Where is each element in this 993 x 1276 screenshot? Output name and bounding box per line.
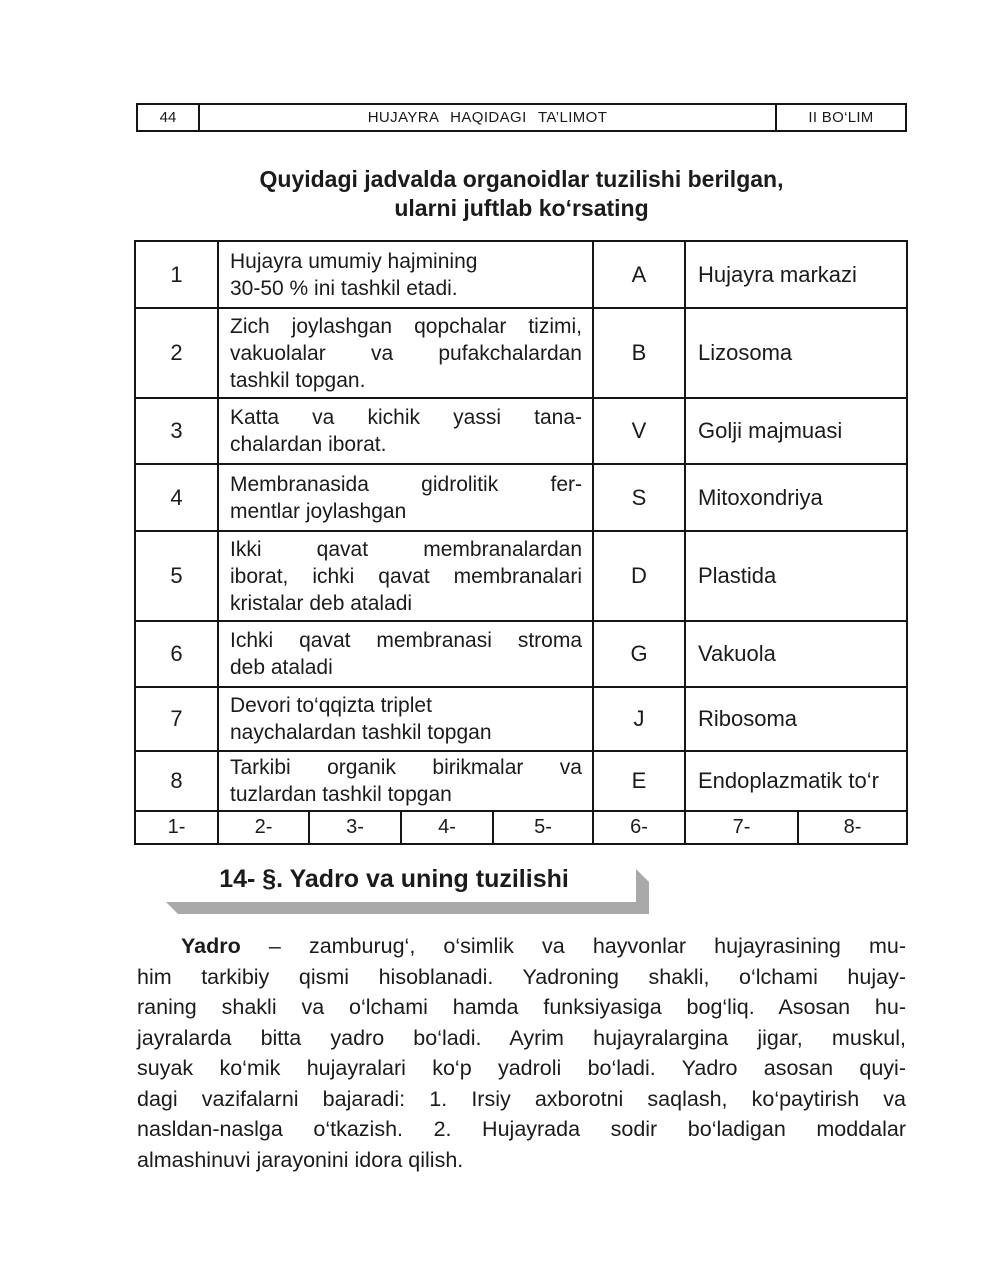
description-line: Tarkibi organik birikmalar va	[230, 756, 582, 779]
paragraph-line	[137, 931, 906, 962]
row-organelle: Hujayra markazi	[686, 242, 906, 307]
description-line: Ikki qavat membranalardan	[230, 537, 582, 561]
row-organelle: Vakuola	[686, 622, 906, 686]
paragraph-line: jayralarda bitta yadro bo‘ladi. Ayrim hujayralargina jigar, muskul,	[137, 1025, 906, 1050]
row-number: 8	[136, 752, 217, 810]
row-letter: B	[594, 309, 684, 397]
exercise-title-line1: Quyidagi jadvalda organoidlar tuzilishi berilgan,	[259, 166, 784, 192]
row-organelle: Plastida	[686, 532, 906, 620]
answer-cell: 3-	[310, 812, 400, 843]
running-header	[136, 103, 907, 132]
answer-cell: 6-	[594, 812, 684, 843]
row-number: 5	[136, 532, 217, 620]
row-number: 2	[136, 309, 217, 397]
paragraph-line-rest: – zamburug‘, o‘simlik va hayvonlar hujayrasining mu-	[240, 934, 906, 958]
description-line: mentlar joylashgan	[230, 499, 407, 523]
answer-cell: 8-	[799, 812, 906, 843]
answer-cell: 5-	[494, 812, 592, 843]
row-description	[219, 688, 592, 750]
description-line: kristalar deb ataladi	[230, 591, 413, 615]
paragraph-line: him tarkibiy qismi hisoblanadi. Yadroning shakli, o‘lchami hujay-	[137, 964, 906, 989]
row-letter: D	[594, 532, 684, 620]
description-line: Katta va kichik yassi tana-	[230, 406, 582, 429]
row-letter: G	[594, 622, 684, 686]
description-line: Devori to‘qqizta triplet	[230, 694, 432, 717]
row-number: 1	[136, 242, 217, 307]
row-number: 6	[136, 622, 217, 686]
paragraph-line: nasldan-naslga o‘tkazish. 2. Hujayrada sodir bo‘ladigan moddalar	[137, 1117, 906, 1141]
description-line: iborat, ichki qavat membranalari	[230, 564, 582, 588]
row-description	[219, 465, 592, 530]
row-description	[219, 532, 592, 620]
description-line: 30-50 % ini tashkil etadi.	[230, 276, 458, 300]
paragraph-line: dagi vazifalarni bajaradi: 1. Irsiy axborotni saqlash, ko‘paytirish va	[137, 1086, 906, 1111]
description-line: deb ataladi	[230, 656, 333, 679]
section-heading-banner	[152, 857, 636, 902]
row-letter: J	[594, 688, 684, 750]
paragraph-line: raning shakli va o‘lchami hamda funksiyasiga bog‘liq. Asosan hu-	[137, 995, 906, 1019]
description-line: vakuolalar va pufakchalardan	[230, 341, 582, 365]
exercise-title-line2: ularni juftlab ko‘rsating	[394, 195, 649, 221]
section-heading-label: 14- §. Yadro va uning tuzilishi	[219, 865, 569, 893]
page-number: 44	[138, 105, 198, 130]
description-line: naychalardan tashkil topgan	[230, 721, 492, 744]
answer-cell: 7-	[686, 812, 797, 843]
description-line: chalardan iborat.	[230, 433, 387, 456]
row-letter: E	[594, 752, 684, 810]
row-number: 7	[136, 688, 217, 750]
description-line: Ichki qavat membranasi stroma	[230, 629, 582, 652]
description-line: Hujayra umumiy hajmining	[230, 249, 478, 273]
row-description	[219, 309, 592, 397]
row-letter: S	[594, 465, 684, 530]
row-organelle: Lizosoma	[686, 309, 906, 397]
section-label: II BO‘LIM	[777, 105, 905, 130]
description-line: tashkil topgan.	[230, 368, 366, 392]
body-paragraph	[137, 931, 906, 1175]
row-description	[219, 622, 592, 686]
answer-cell: 1-	[136, 812, 217, 843]
description-line: Zich joylashgan qopchalar tizimi,	[230, 314, 582, 338]
paragraph-lead: Yadro	[181, 934, 241, 958]
row-organelle: Mitoxondriya	[686, 465, 906, 530]
row-organelle: Ribosoma	[686, 688, 906, 750]
row-organelle: Endoplazmatik to‘r	[686, 752, 906, 810]
answer-cell: 2-	[219, 812, 308, 843]
row-letter: V	[594, 399, 684, 463]
row-number: 4	[136, 465, 217, 530]
description-line: Membranasida gidrolitik fer-	[230, 472, 582, 496]
organoid-matching-table	[134, 240, 908, 845]
paragraph-line: almashinuvi jarayonini idora qilish.	[137, 1147, 464, 1172]
row-description	[219, 242, 592, 307]
row-organelle: Golji majmuasi	[686, 399, 906, 463]
exercise-title	[136, 165, 907, 223]
row-description	[219, 752, 592, 810]
answer-cell: 4-	[402, 812, 492, 843]
running-title: HUJAYRA HAQIDAGI TA’LIMOT	[198, 105, 777, 130]
paragraph-line: suyak ko‘mik hujayralari ko‘p yadroli bo‘ladi. Yadro asosan quyi-	[137, 1056, 906, 1080]
row-number: 3	[136, 399, 217, 463]
row-letter: A	[594, 242, 684, 307]
row-description	[219, 399, 592, 463]
description-line: tuzlardan tashkil topgan	[230, 783, 452, 806]
